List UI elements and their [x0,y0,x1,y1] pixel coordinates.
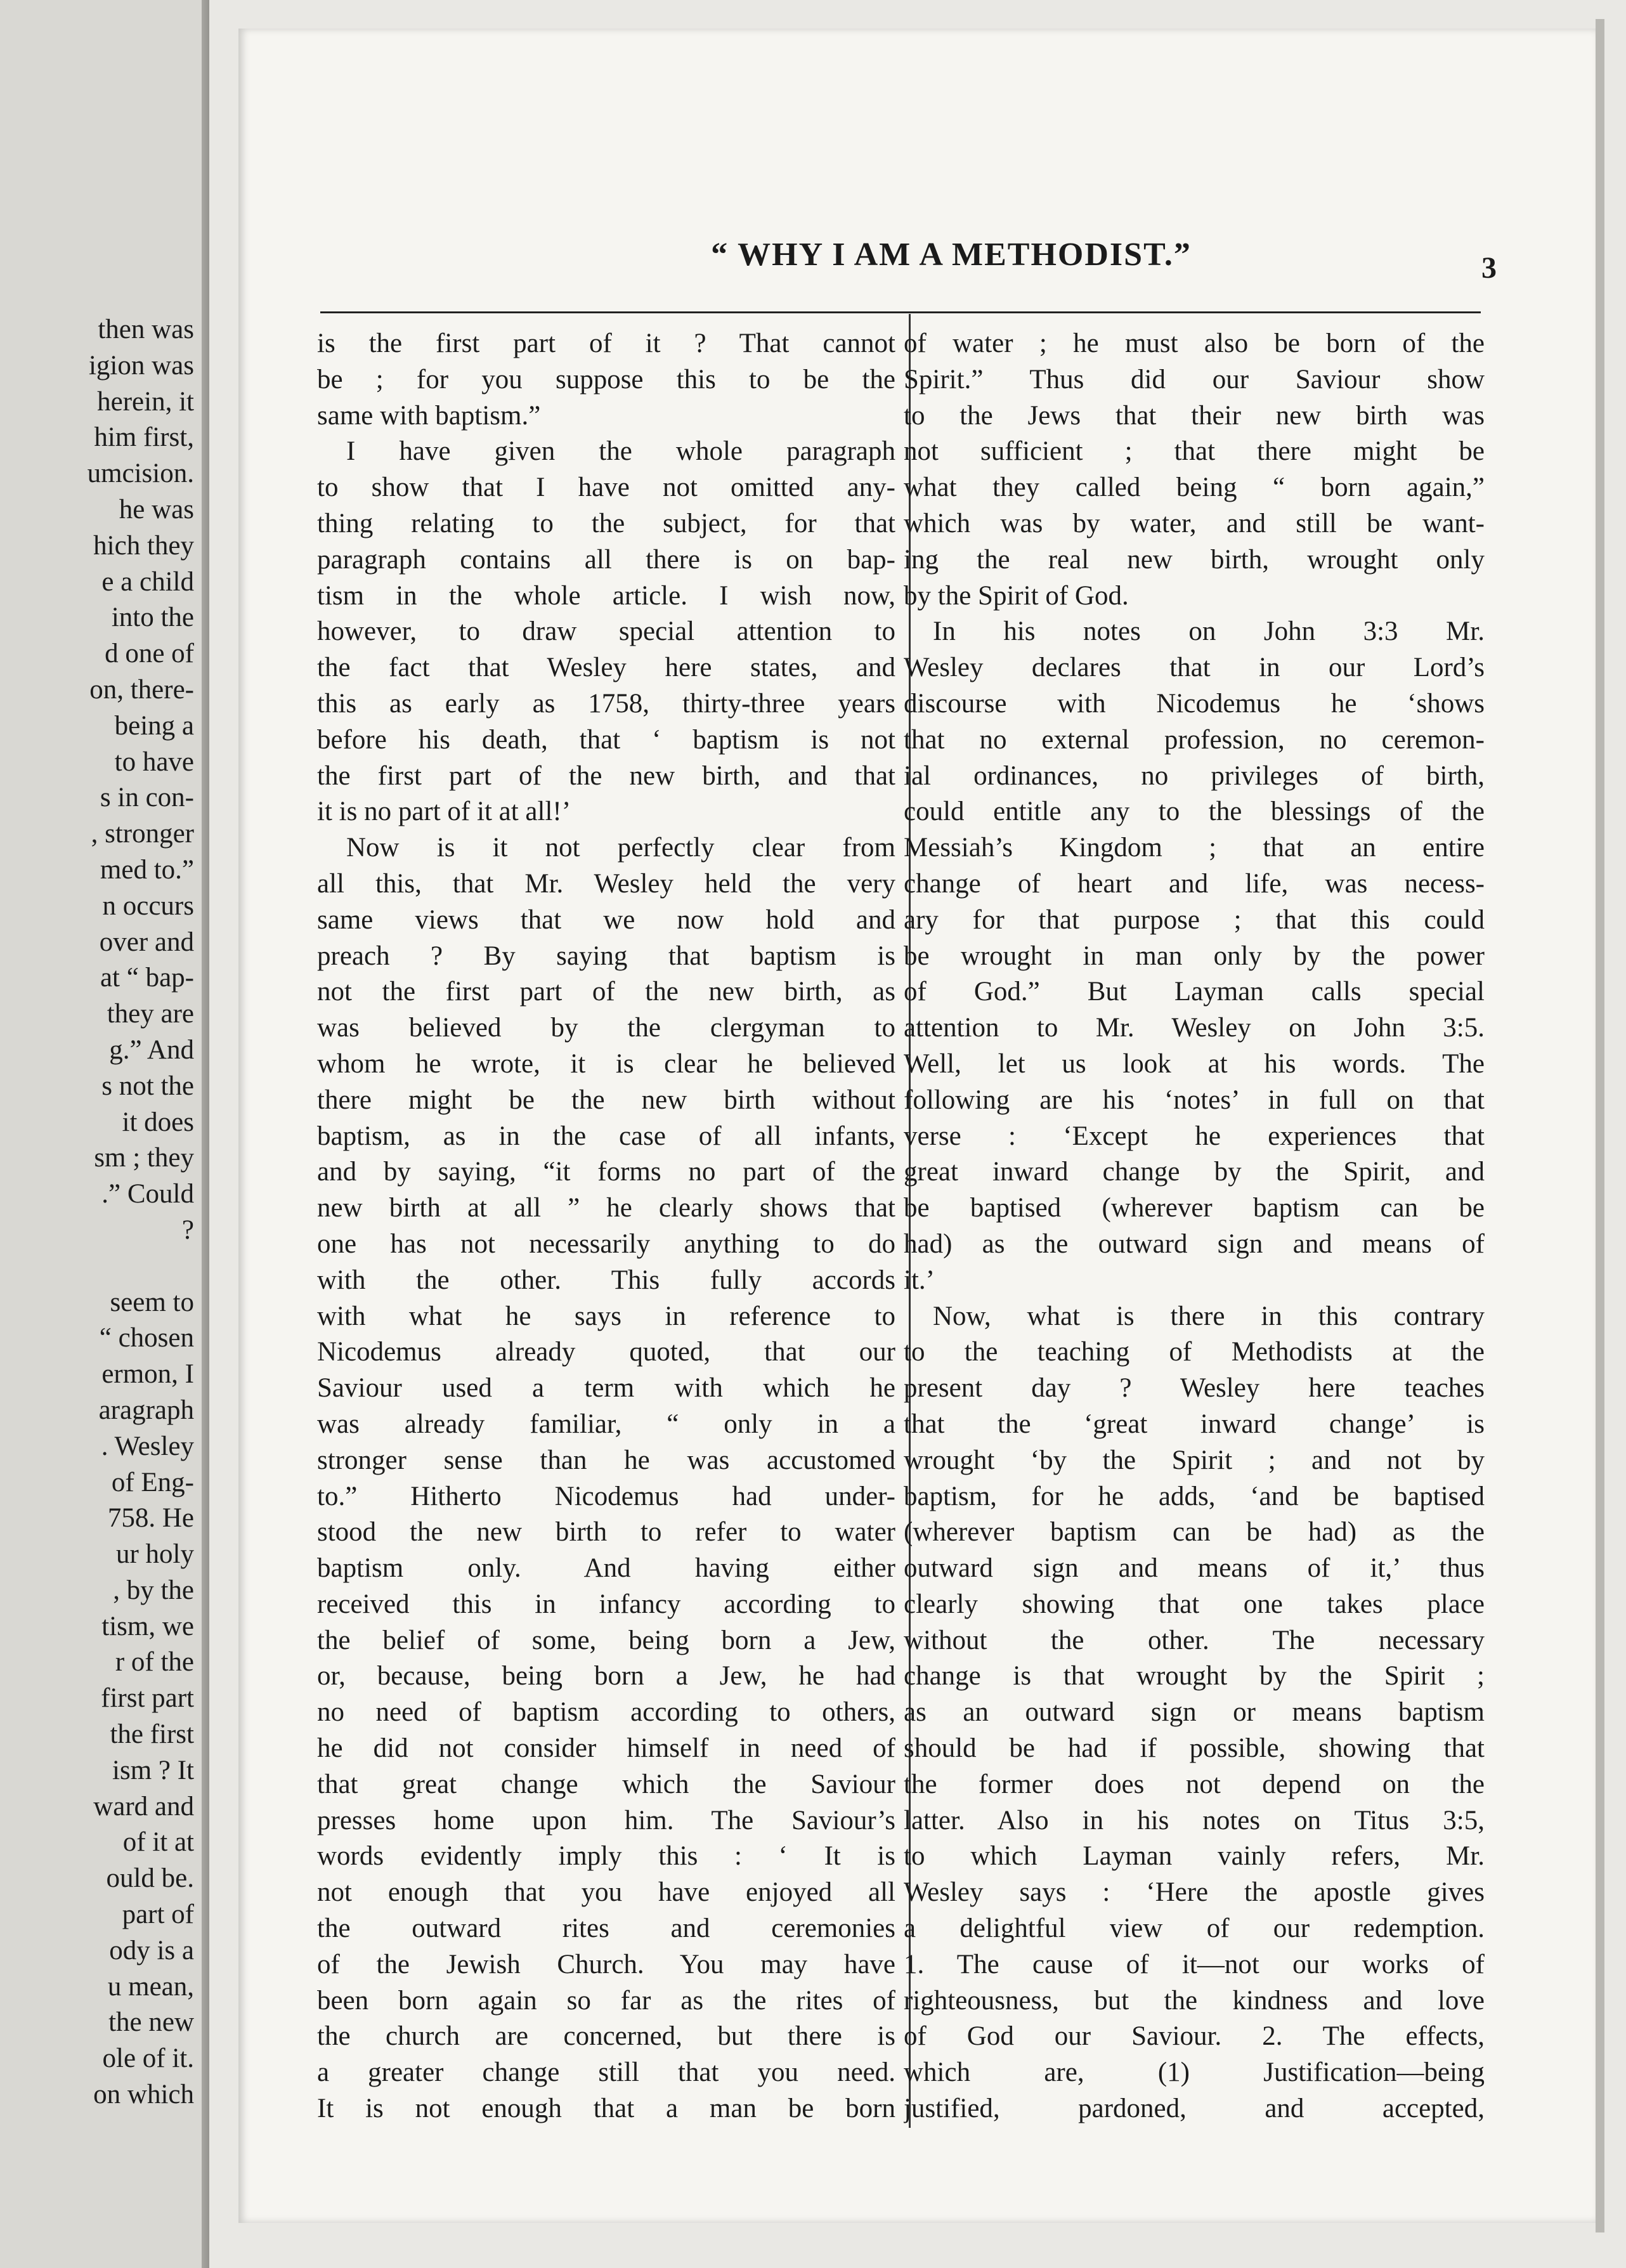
text-column-right [904,326,1485,2127]
text-line: been born again so far as the rites of [317,1985,895,2016]
facing-page-line: igion was [88,350,194,381]
text-line: be wrought in man only by the power [904,941,1485,971]
page-number: 3 [1481,251,1497,285]
facing-page-line: the first [110,1719,194,1750]
facing-page-line: e a child [101,566,194,597]
facing-page-line: med to.” [100,854,194,885]
text-line: before his death, that ‘ baptism is not [317,724,895,755]
text-line: whom he wrote, it is clear he believed [317,1048,895,1079]
text-line: which was by water, and still be want- [904,508,1485,538]
text-line: ing the real new birth, wrought only [904,544,1485,575]
facing-page-line: g.” And [109,1034,194,1065]
facing-page-line: part of [122,1900,194,1930]
text-line: of God.” But Layman calls special [904,977,1485,1007]
text-line: of God our Saviour. 2. The effects, [904,2021,1485,2052]
text-line: ial ordinances, no privileges of birth, [904,760,1485,791]
text-line: the former does not depend on the [904,1769,1485,1799]
facing-page-line: u mean, [107,1971,194,2002]
facing-page-line: they are [107,999,194,1029]
text-line: following are his ‘notes’ in full on that [904,1085,1485,1115]
text-line: discourse with Nicodemus he ‘shows [904,688,1485,719]
text-line: not the first part of the new birth, as [317,977,895,1007]
text-line: In his notes on John 3:3 Mr. [933,616,1485,647]
facing-page-line: “ chosen [99,1323,194,1353]
facing-page-line: ould be. [106,1863,194,1894]
text-line: tism in the whole article. I wish now, [317,580,895,611]
facing-page-line: ole of it. [102,2043,194,2074]
facing-page-text [4,312,194,2113]
text-line: Messiah’s Kingdom ; that an entire [904,833,1485,863]
facing-page-line: ism ? It [112,1755,194,1785]
text-line: same with baptism.” [317,400,541,431]
text-line: the first part of the new birth, and that [317,760,895,791]
text-line: or, because, being born a Jew, he had [317,1661,895,1691]
facing-page-line: ward and [93,1791,194,1822]
facing-page-line: tism, we [101,1611,194,1641]
text-line: is the first part of it ? That cannot [317,329,895,358]
facing-page-line: ? [181,1215,194,1245]
text-line: change is that wrought by the Spirit ; [904,1661,1485,1691]
facing-page-line: into the [111,603,194,633]
text-line: outward sign and means of it,’ thus [904,1553,1485,1584]
facing-page-line: him first, [94,422,194,453]
facing-page-line: umcision. [87,459,194,489]
text-line: ary for that purpose ; that this could [904,904,1485,935]
text-line: Nicodemus already quoted, that our [317,1337,895,1367]
facing-page-line: at “ bap- [100,963,194,993]
facing-page-line: over and [99,927,194,957]
facing-page-line: . Wesley [101,1431,194,1461]
text-line: of the Jewish Church. You may have [317,1949,895,1979]
text-line: new birth at all ” he clearly shows that [317,1193,895,1223]
text-line: could entitle any to the blessings of the [904,797,1485,827]
text-line: It is not enough that a man be born [317,2094,895,2124]
text-line: there might be the new birth without [317,1085,895,1115]
text-line: and by saying, “it forms no part of the [317,1157,895,1187]
text-line: latter. Also in his notes on Titus 3:5, [904,1805,1485,1835]
text-line: change of heart and life, was necess- [904,868,1485,899]
text-line: to.” Hitherto Nicodemus had under- [317,1481,895,1511]
text-line: attention to Mr. Wesley on John 3:5. [904,1013,1485,1043]
facing-page-line: it does [122,1107,194,1137]
text-line: Well, let us look at his words. The [904,1048,1485,1079]
text-line: great inward change by the Spirit, and [904,1157,1485,1187]
running-head: “ WHY I AM A METHODIST.” [711,237,1192,273]
page-edge [1596,19,1604,2232]
text-line: baptism only. And having either [317,1553,895,1584]
facing-page-line [4,1249,194,1285]
book-gutter [202,0,209,2268]
text-line: words evidently imply this : ‘ It is [317,1841,895,1872]
facing-page-line: of it at [122,1827,194,1858]
facing-page-line: first part [101,1683,194,1714]
text-line: (wherever baptism can be had) as the [904,1517,1485,1548]
facing-page-line: herein, it [97,386,194,417]
text-line: be ; for you suppose this to be the [317,364,895,394]
text-line: this as early as 1758, thirty-three years [317,688,895,719]
text-line: stood the new birth to refer to water [317,1517,895,1548]
text-line: a delightful view of our redemption. [904,1913,1485,1944]
text-line: I have given the whole paragraph [346,436,895,467]
text-line: what they called being “ born again,” [904,472,1485,503]
text-line: without the other. The necessary [904,1625,1485,1655]
text-line: Now, what is there in this contrary [933,1301,1485,1331]
text-line: should be had if possible, showing that [904,1733,1485,1764]
text-line: wrought ‘by the Spirit ; and not by [904,1445,1485,1475]
text-line: no need of baptism according to others, [317,1697,895,1728]
text-line: the outward rites and ceremonies [317,1913,895,1944]
text-line: received this in infancy according to [317,1589,895,1619]
text-line: the fact that Wesley here states, and [317,653,895,683]
facing-page-line: s in con- [100,783,194,813]
text-line: baptism, for he adds, ‘and be baptised [904,1481,1485,1511]
text-line: Wesley says : ‘Here the apostle gives [904,1877,1485,1908]
text-line: not enough that you have enjoyed all [317,1877,895,1908]
facing-page-line: aragraph [98,1395,194,1425]
facing-page-line: seem to [110,1287,194,1317]
text-line: that the ‘great inward change’ is [904,1409,1485,1439]
text-line: with the other. This fully accords [317,1265,895,1295]
facing-page-line: .” Could [101,1179,194,1209]
facing-page-line: hich they [93,530,194,561]
text-line: 1. The cause of it—not our works of [904,1949,1485,1979]
facing-page-line: r of the [115,1647,194,1678]
facing-page-line: n occurs [102,890,194,921]
text-line: be baptised (wherever baptism can be [904,1193,1485,1223]
facing-page-left [0,0,209,2268]
text-line: was believed by the clergyman to [317,1013,895,1043]
text-line: to the Jews that their new birth was [904,400,1485,431]
facing-page-line: ur holy [115,1539,194,1570]
text-line: baptism, as in the case of all infants, [317,1121,895,1151]
facing-page-line: then was [98,315,194,344]
text-line: Spirit.” Thus did our Saviour show [904,364,1485,394]
text-line: present day ? Wesley here teaches [904,1373,1485,1404]
text-line: Saviour used a term with which he [317,1373,895,1404]
text-line: paragraph contains all there is on bap- [317,544,895,575]
text-line: one has not necessarily anything to do [317,1228,895,1259]
facing-page-line: s not the [101,1071,194,1101]
facing-page-line: the new [108,2007,194,2038]
text-line: however, to draw special attention to [317,616,895,647]
facing-page-line: of Eng- [111,1467,194,1497]
facing-page-line: to have [114,746,194,777]
text-line: preach ? By saying that baptism is [317,941,895,971]
text-line: that great change which the Saviour [317,1769,895,1799]
text-line: to the teaching of Methodists at the [904,1337,1485,1367]
facing-page-line: d one of [105,639,194,669]
text-line: Now is it not perfectly clear from [346,833,895,863]
text-line: presses home upon him. The Saviour’s [317,1805,895,1835]
text-line: Wesley declares that in our Lord’s [904,653,1485,683]
text-line: stronger sense than he was accustomed [317,1445,895,1475]
text-line: all this, that Mr. Wesley held the very [317,868,895,899]
facing-page-line: ermon, I [101,1359,194,1390]
text-line: it is no part of it at all!’ [317,797,571,827]
text-line: to show that I have not omitted any- [317,472,895,503]
text-line: clearly showing that one takes place [904,1589,1485,1619]
facing-page-line: ody is a [109,1935,194,1965]
header-rule [320,311,1481,313]
text-line: thing relating to the subject, for that [317,508,895,538]
facing-page-line: on, there- [89,674,194,705]
text-column-left [317,326,895,2127]
facing-page-line: , by the [113,1575,194,1605]
facing-page-line: 758. He [107,1503,194,1534]
text-line: a greater change still that you need. [317,2057,895,2088]
text-line: was already familiar, “ only in a [317,1409,895,1439]
facing-page-line: sm ; they [94,1143,194,1173]
text-line: which are, (1) Justification—being [904,2057,1485,2088]
facing-page-line: , stronger [91,819,194,849]
text-line: same views that we now hold and [317,904,895,935]
text-line: the church are concerned, but there is [317,2021,895,2052]
text-line: not sufficient ; that there might be [904,436,1485,467]
text-line: had) as the outward sign and means of [904,1228,1485,1259]
facing-page-line: on which [93,2080,194,2110]
facing-page-line: being a [114,710,194,741]
text-line: verse : ‘Except he experiences that [904,1121,1485,1151]
text-line: by the Spirit of God. [904,580,1129,611]
facing-page-line: he was [119,494,194,525]
text-line: as an outward sign or means baptism [904,1697,1485,1728]
text-line: with what he says in reference to [317,1301,895,1331]
text-line: it.’ [904,1265,935,1295]
text-line: of water ; he must also be born of the [904,329,1485,358]
text-line: righteousness, but the kindness and love [904,1985,1485,2016]
text-line: that no external profession, no ceremon- [904,724,1485,755]
text-line: to which Layman vainly refers, Mr. [904,1841,1485,1872]
text-line: justified, pardoned, and accepted, [904,2094,1485,2124]
text-line: the belief of some, being born a Jew, [317,1625,895,1655]
text-line: he did not consider himself in need of [317,1733,895,1764]
